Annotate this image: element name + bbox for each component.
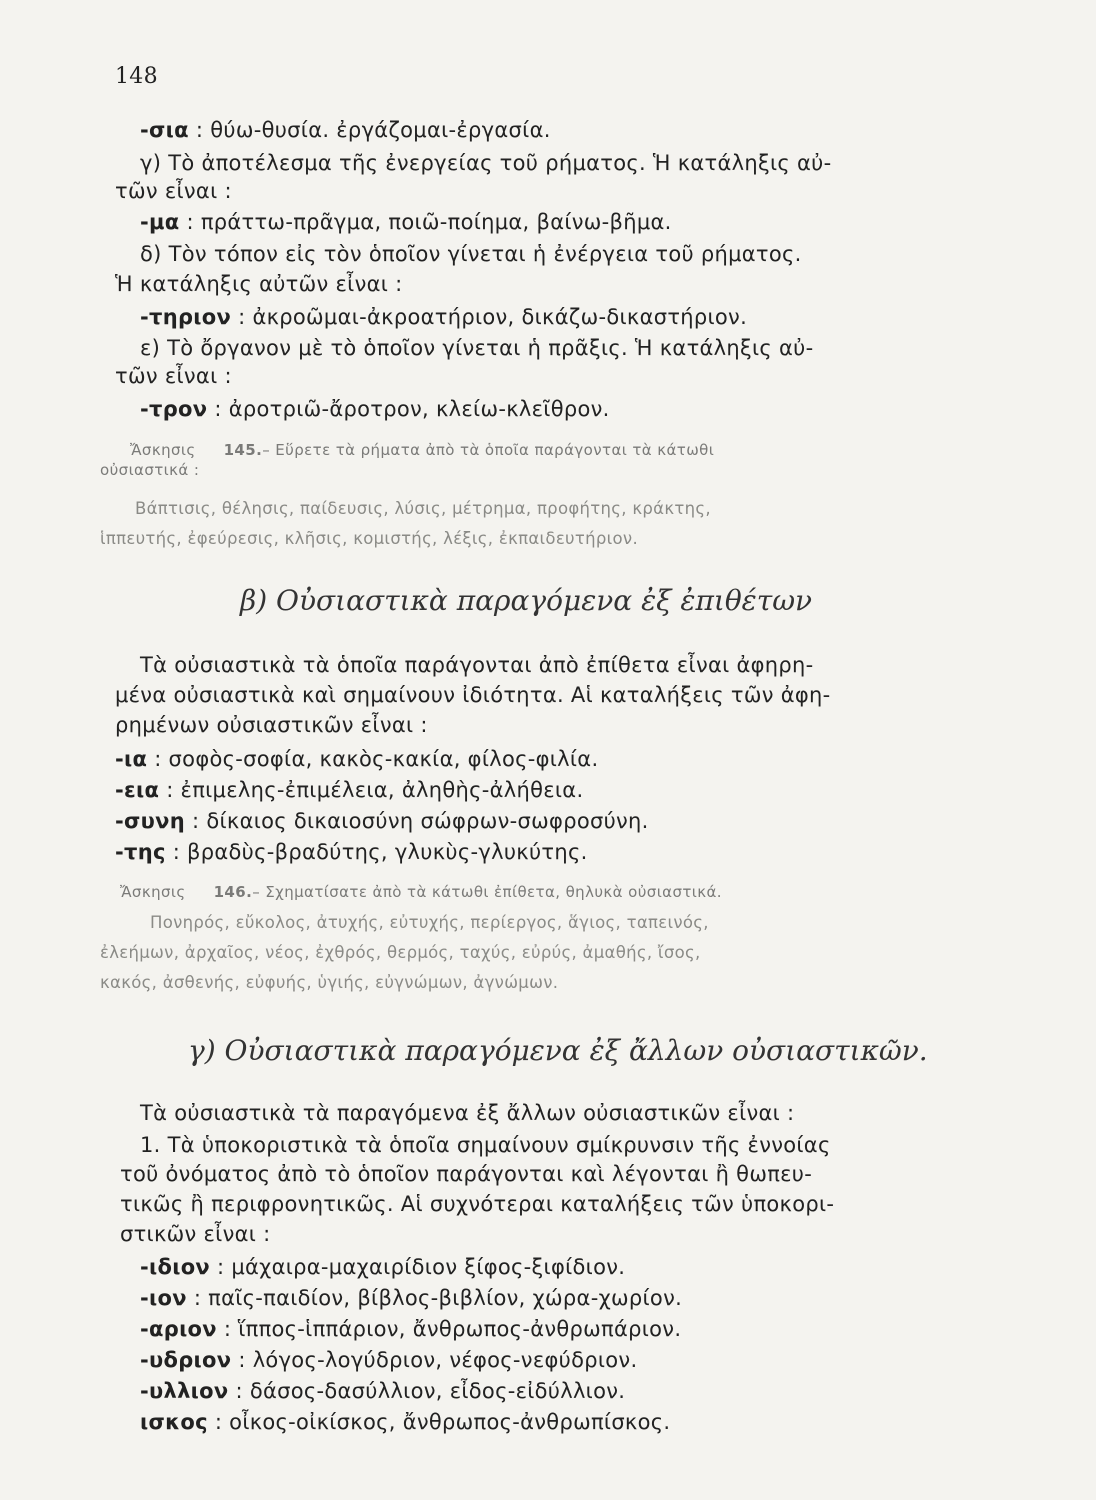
suffix-line bbox=[115, 806, 649, 836]
exercise-145-heading bbox=[130, 435, 714, 465]
suffix-term: -υλλιον bbox=[140, 1379, 229, 1403]
suffix-examples: : ἀκροῶμαι-ἀκροατήριον, δικάζω-δικαστήριον. bbox=[231, 305, 748, 329]
suffix-examples: : λόγος-λογύδριον, νέφος-νεφύδριον. bbox=[231, 1348, 638, 1372]
suffix-line-tron bbox=[140, 394, 610, 424]
exercise-number: 145. bbox=[223, 441, 263, 459]
suffix-term: -εια bbox=[115, 778, 160, 802]
suffix-examples: : θύω-θυσία. ἐργάζομαι-ἐργασία. bbox=[188, 118, 551, 142]
exercise-number: 146. bbox=[213, 883, 253, 901]
paragraph-line: Τὰ οὐσιαστικὰ τὰ παραγόμενα ἐξ ἄλλων οὐσιαστικῶν εἶναι : bbox=[140, 1101, 795, 1125]
paragraph-line: ε) Τὸ ὄργανον μὲ τὸ ὁποῖον γίνεται ἡ πρᾶξις. Ἡ κατάληξις αὐ- bbox=[140, 336, 814, 360]
suffix-term: -αριον bbox=[140, 1317, 217, 1341]
exercise-label: Ἄσκησις bbox=[130, 441, 196, 459]
suffix-term: -μα bbox=[140, 210, 180, 234]
suffix-line bbox=[140, 1376, 625, 1406]
paragraph-line: Ἡ κατάληξις αὐτῶν εἶναι : bbox=[115, 272, 403, 296]
suffix-term: -τρον bbox=[140, 397, 208, 421]
exercise-words-line: ἐλεήμων, ἀρχαῖος, νέος, ἐχθρός, θερμός, ταχύς, εὐρύς, ἀμαθής, ἴσος, bbox=[100, 943, 701, 962]
paragraph-line: Τὰ οὐσιαστικὰ τὰ ὁποῖα παράγονται ἀπὸ ἐπίθετα εἶναι ἀφηρη- bbox=[140, 653, 814, 677]
page-number: 148 bbox=[115, 64, 158, 89]
suffix-term: -ια bbox=[115, 747, 148, 771]
suffix-term: -συνη bbox=[115, 809, 186, 833]
suffix-term: -τηριον bbox=[140, 305, 232, 329]
exercise-words-line: κακός, ἀσθενής, εὐφυής, ὑγιής, εὐγνώμων, ἀγνώμων. bbox=[100, 973, 559, 992]
suffix-examples: : οἶκος-οἰκίσκος, ἄνθρωπος-ἀνθρωπίσκος. bbox=[207, 1410, 671, 1434]
exercise-words-line: ἱππευτής, ἐφεύρεσις, κλῆσις, κομιστής, λέξις, ἐκπαιδευτήριον. bbox=[100, 529, 638, 548]
suffix-line bbox=[140, 1252, 625, 1282]
suffix-line bbox=[140, 1314, 681, 1344]
section-title-beta: β) Οὐσιαστικὰ παραγόμενα ἐξ ἐπιθέτων bbox=[240, 584, 813, 617]
suffix-term: -σια bbox=[140, 118, 189, 142]
paragraph-line: μένα οὐσιαστικὰ καὶ σημαίνουν ἰδιότητα. Αἱ καταλήξεις τῶν ἀφη- bbox=[115, 683, 831, 707]
paragraph-line: τικῶς ἢ περιφρονητικῶς. Αἱ συχνότεραι καταλήξεις τῶν ὑποκορι- bbox=[120, 1192, 835, 1216]
suffix-examples: : βραδὺς-βραδύτης, γλυκὺς-γλυκύτης. bbox=[165, 840, 588, 864]
exercise-146-heading bbox=[120, 877, 722, 907]
paragraph-line: 1. Τὰ ὑποκοριστικὰ τὰ ὁποῖα σημαίνουν σμίκρυνσιν τῆς ἐννοίας bbox=[140, 1133, 831, 1157]
suffix-line bbox=[115, 744, 598, 774]
exercise-instruction: – Σχηματίσατε ἀπὸ τὰ κάτωθι ἐπίθετα, θηλυκὰ οὐσιαστικά. bbox=[252, 883, 722, 901]
suffix-line-ma bbox=[140, 207, 672, 237]
suffix-line bbox=[115, 775, 583, 805]
suffix-term: -ιδιον bbox=[140, 1255, 211, 1279]
suffix-examples: : μάχαιρα-μαχαιρίδιον ξίφος-ξιφίδιον. bbox=[210, 1255, 626, 1279]
paragraph-line: ρημένων οὐσιαστικῶν εἶναι : bbox=[115, 713, 428, 737]
paragraph-line: δ) Τὸν τόπον εἰς τὸν ὁποῖον γίνεται ἡ ἐνέργεια τοῦ ρήματος. bbox=[140, 242, 802, 266]
suffix-line-terion bbox=[140, 302, 747, 332]
suffix-line bbox=[115, 837, 588, 867]
exercise-instruction-cont: οὐσιαστικά : bbox=[100, 461, 200, 479]
suffix-line-sia bbox=[140, 115, 551, 145]
suffix-examples: : δάσος-δασύλλιον, εἶδος-εἰδύλλιον. bbox=[228, 1379, 626, 1403]
suffix-examples: : ἀροτριῶ-ἄροτρον, κλείω-κλεῖθρον. bbox=[207, 397, 610, 421]
exercise-words-line: Πονηρός, εὔκολος, ἀτυχής, εὐτυχής, περίεργος, ἅγιος, ταπεινός, bbox=[150, 913, 709, 932]
suffix-examples: : δίκαιος δικαιοσύνη σώφρων-σωφροσύνη. bbox=[185, 809, 649, 833]
suffix-examples: : πράττω-πρᾶγμα, ποιῶ-ποίημα, βαίνω-βῆμα. bbox=[179, 210, 672, 234]
suffix-line bbox=[140, 1283, 682, 1313]
paragraph-line: τοῦ ὀνόματος ἀπὸ τὸ ὁποῖον παράγονται καὶ λέγονται ἢ θωπευ- bbox=[120, 1162, 813, 1186]
paragraph-line: στικῶν εἶναι : bbox=[120, 1222, 271, 1246]
suffix-examples: : σοφὸς-σοφία, κακὸς-κακία, φίλος-φιλία. bbox=[147, 747, 599, 771]
exercise-instruction: – Εὕρετε τὰ ρήματα ἀπὸ τὰ ὁποῖα παράγονται τὰ κάτωθι bbox=[262, 441, 715, 459]
suffix-term: -ιον bbox=[140, 1286, 187, 1310]
suffix-line bbox=[140, 1345, 637, 1375]
paragraph-line: τῶν εἶναι : bbox=[115, 364, 232, 388]
paragraph-line: τῶν εἶναι : bbox=[115, 179, 232, 203]
exercise-label: Ἄσκησις bbox=[120, 883, 186, 901]
suffix-examples: : παῖς-παιδίον, βίβλος-βιβλίον, χώρα-χωρίον. bbox=[186, 1286, 683, 1310]
paragraph-line: γ) Τὸ ἀποτέλεσμα τῆς ἐνεργείας τοῦ ρήματος. Ἡ κατάληξις αὐ- bbox=[140, 151, 832, 175]
exercise-words-line: Βάπτισις, θέλησις, παίδευσις, λύσις, μέτρημα, προφήτης, κράκτης, bbox=[135, 499, 711, 518]
suffix-term: ισκος bbox=[140, 1410, 208, 1434]
suffix-line bbox=[140, 1407, 670, 1437]
suffix-examples: : ἵππος-ἱππάριον, ἄνθρωπος-ἀνθρωπάριον. bbox=[216, 1317, 682, 1341]
suffix-term: -της bbox=[115, 840, 166, 864]
section-title-gamma: γ) Οὐσιαστικὰ παραγόμενα ἐξ ἄλλων οὐσιαστικῶν. bbox=[188, 1034, 928, 1067]
suffix-term: -υδριον bbox=[140, 1348, 232, 1372]
suffix-examples: : ἐπιμελης-ἐπιμέλεια, ἀληθὴς-ἀλήθεια. bbox=[159, 778, 584, 802]
